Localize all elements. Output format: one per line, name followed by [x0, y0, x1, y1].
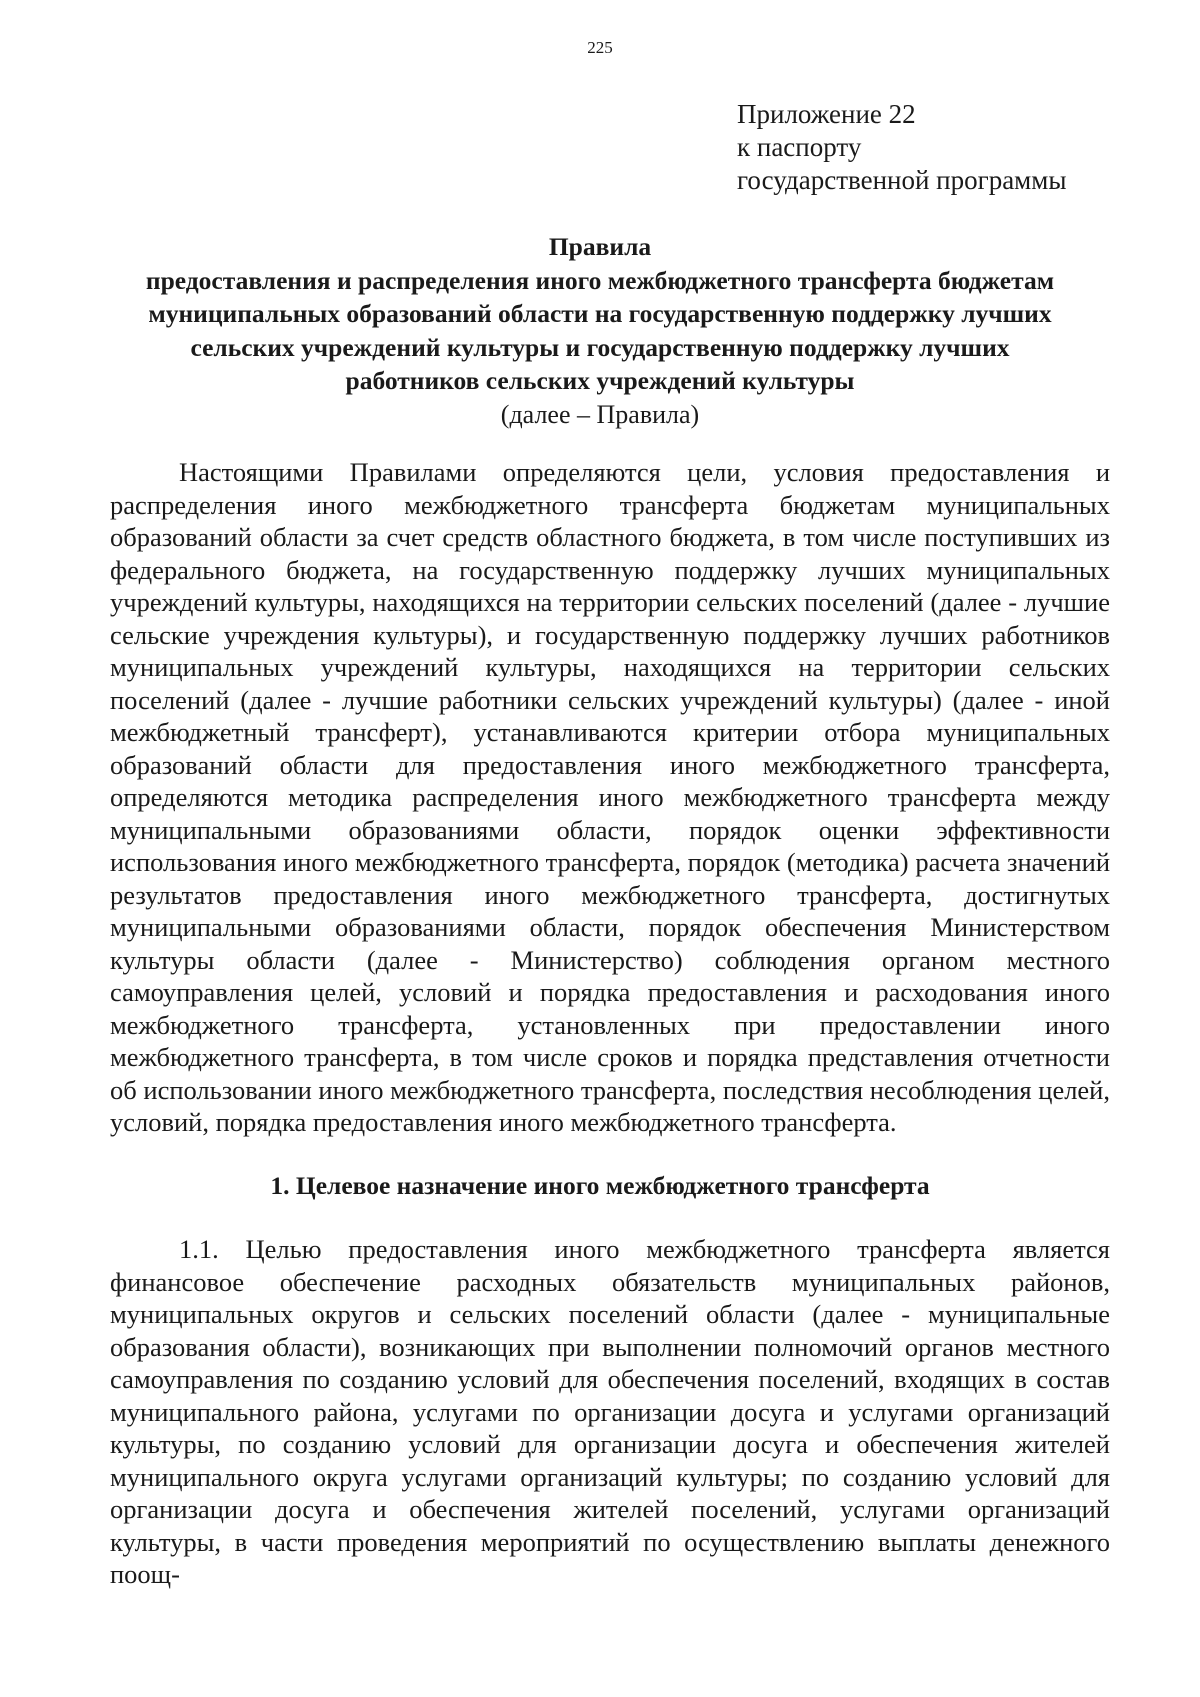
title-line-3: сельских учреждений культуры и государственную поддержку лучших: [190, 332, 1010, 362]
intro-paragraph: Настоящими Правилами определяются цели, условия предоставления и распределения иного межбюджетного трансферта бюджетам муниципальных образований области за счет средств областного бюджета, в том числе поступивших из федерального бюджета, на государственную поддержку лучших муниципальных учреждений культуры, находящихся на территории сельских поселений (далее - лучшие сельские учреждения культуры), и государственную поддержку лучших работников муниципальных учреждений культуры, находящихся на территории сельских поселений (далее - лучшие работники сельских учреждений культуры) (далее - иной межбюджетный трансферт), устанавливаются критерии отбора муниципальных образований области для предоставления иного межбюджетного трансферта, определяются методика распределения иного межбюджетного трансферта между муниципальными образованиями области, порядок оценки эффективности использования иного межбюджетного трансферта, порядок (методика) расчета значений результатов предоставления иного межбюджетного трансферта, достигнутых муниципальными образованиями области, порядок обеспечения Министерством культуры области (далее - Министерство) соблюдения органом местного самоуправления целей, условий и порядка предоставления и расходования иного межбюджетного трансферта, установленных при предоставлении иного межбюджетного трансферта, в том числе сроков и порядка представления отчетности об использовании иного межбюджетного трансферта, последствия несоблюдения целей, условий, порядка предоставления иного межбюджетного трансферта.: [110, 457, 1110, 1137]
page-number: 225: [587, 38, 613, 57]
document-title: [100, 230, 1100, 431]
title-subtitle: (далее – Правила): [500, 399, 700, 429]
appendix-line-1: Приложение 22: [737, 99, 916, 129]
appendix-line-3: государственной программы: [737, 165, 1067, 195]
title-line-1: предоставления и распределения иного межбюджетного трансферта бюджетам: [145, 265, 1055, 295]
title-line-4: работников сельских учреждений культуры: [345, 366, 855, 395]
title-heading: Правила: [548, 232, 652, 261]
section-1-heading: 1. Целевое назначение иного межбюджетного трансферта: [270, 1171, 930, 1200]
appendix-reference: [737, 98, 1067, 197]
title-line-2: муниципальных образований области на государственную поддержку лучших: [148, 299, 1052, 328]
paragraph-1-1: 1.1. Целью предоставления иного межбюджетного трансферта является финансовое обеспечение расходных обязательств муниципальных районов, муниципальных округов и сельских поселений области (далее - муниципальные образования области), возникающих при выполнении полномочий органов местного самоуправления по созданию условий для обеспечения поселений, входящих в состав муниципального района, услугами по организации досуга и услугами организаций культуры, по созданию условий для организации досуга и обеспечения жителей муниципального округа услугами организаций культуры; по созданию условий для организации досуга и обеспечения жителей поселений, услугами организаций культуры, в части проведения мероприятий по осуществлению выплаты денежного поощ-: [110, 1234, 1110, 1589]
appendix-line-2: к паспорту: [737, 132, 862, 162]
